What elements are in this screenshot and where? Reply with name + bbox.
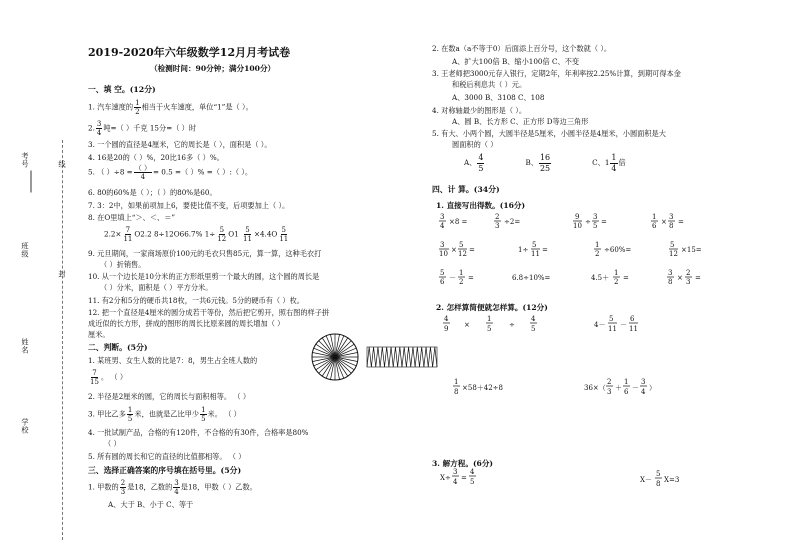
- option-label: B、: [525, 158, 538, 167]
- svg-text:11: 11: [629, 325, 638, 333]
- fraction-num: 1: [611, 153, 617, 162]
- fraction-num: 3: [174, 479, 179, 487]
- fraction: [610, 153, 617, 173]
- svg-text:3: 3: [641, 378, 646, 386]
- fraction: [173, 479, 179, 496]
- margin-label-xingming: 姓名: [21, 338, 30, 355]
- s1-q4: 4. 16是20的（ ）%，20比16多（ ）%。: [88, 153, 224, 162]
- svg-text:8: 8: [669, 222, 674, 230]
- s1-q2: [88, 120, 196, 137]
- svg-text:10: 10: [439, 250, 448, 258]
- svg-text:4: 4: [470, 468, 475, 476]
- binding-line: [62, 140, 63, 540]
- svg-text:6: 6: [652, 222, 657, 230]
- svg-text:11: 11: [531, 250, 540, 258]
- fraction: [120, 479, 126, 496]
- svg-text:5: 5: [487, 325, 492, 333]
- svg-text:4: 4: [531, 315, 536, 323]
- svg-text:÷: ÷: [509, 321, 515, 329]
- svg-text:1: 1: [459, 269, 464, 277]
- section3-title: 三、选择正确答案的序号填在括号里。(5分): [88, 466, 242, 475]
- s1-q8-row: [104, 226, 290, 243]
- s2-q3-text: 米，也就是乙比甲少: [134, 409, 200, 419]
- s3-q1: [88, 479, 257, 496]
- s1-q8-text: O2.2 8÷12O66.7% 1÷: [134, 229, 216, 239]
- margin-blank: [31, 171, 32, 193]
- s1-q5: [88, 164, 252, 181]
- s1-q12-a: 12. 把一个直径是4厘米的圆分成若干等份，然后把它剪开，照右图的样子拼: [88, 308, 330, 317]
- svg-text:11: 11: [608, 325, 617, 333]
- fraction: [96, 120, 102, 137]
- fraction-den: 2: [135, 108, 140, 116]
- fraction-den: 5: [201, 415, 206, 423]
- fraction-den: 4: [96, 129, 102, 137]
- option-label: 倍: [618, 158, 626, 167]
- s1-q12-c: 厘米。: [88, 330, 110, 339]
- fraction-num: 1: [135, 99, 140, 107]
- fraction-num: 2: [120, 479, 126, 487]
- r-q5-options: [464, 153, 626, 173]
- svg-text:1: 1: [454, 378, 459, 386]
- svg-text:3: 3: [440, 213, 445, 221]
- svg-text:8: 8: [656, 480, 661, 488]
- svg-text:×: ×: [464, 321, 470, 329]
- svg-text:－: －: [449, 274, 456, 282]
- fraction-den: 4: [611, 163, 617, 173]
- s2-q4-b: （ ）: [104, 439, 121, 448]
- s1-q2-text: 吨=（ ）千克 15分=（ ）时: [103, 123, 197, 133]
- s2-q3: [88, 406, 241, 423]
- svg-text:×8 =: ×8 =: [449, 218, 468, 226]
- svg-text:5: 5: [440, 269, 445, 277]
- s1-q8-text: O1: [228, 229, 242, 239]
- svg-text:=: =: [461, 474, 467, 482]
- fraction: [89, 369, 100, 386]
- s1-q8: 8. 在O里填上“＞、＜、＝”: [88, 213, 176, 222]
- svg-text:1: 1: [614, 269, 619, 277]
- fraction-num: 5: [245, 226, 250, 234]
- svg-text:1: 1: [595, 241, 600, 249]
- fraction: [477, 153, 484, 173]
- svg-text:4.5＋: 4.5＋: [591, 274, 610, 282]
- svg-text:X÷: X÷: [440, 474, 451, 482]
- svg-text:＋: ＋: [615, 384, 622, 392]
- s1-q7: 7. 3：2中，如果前项加上6，要使比值不变，后项要加上（ ）。: [88, 201, 290, 210]
- fraction-den: 25: [539, 163, 551, 173]
- svg-text:6: 6: [440, 278, 445, 286]
- section2-title: 二、判断。(5分): [88, 343, 148, 352]
- svg-text:36×（: 36×（: [584, 384, 606, 392]
- svg-text:3: 3: [453, 468, 458, 476]
- s1-q12-b: 成近似的长方形，拼成的图形的周长比原来圆的周长增加（ ）: [88, 319, 285, 328]
- s2-q1-text: 。 （ ）: [100, 372, 128, 382]
- s1-q2-num: 2.: [88, 123, 95, 133]
- svg-text:2: 2: [459, 278, 464, 286]
- svg-text:4: 4: [444, 315, 449, 323]
- fraction-den: 11: [243, 235, 252, 243]
- svg-text:=: =: [695, 274, 701, 282]
- fraction-num: 1: [127, 406, 133, 414]
- svg-text:3: 3: [668, 269, 673, 277]
- svg-text:÷: ÷: [585, 218, 591, 226]
- svg-text:－: －: [620, 321, 627, 329]
- s1-q11: 11. 有2分和5分的硬币共18枚，一共6元钱。5分的硬币有（ ）枚。: [88, 296, 304, 305]
- s1-q10-a: 10. 从一个边长是10分米的正方形纸里剪一个最大的圆，这个圆的周长是: [88, 272, 320, 281]
- s4-part1-title: 1. 直接写出得数。(16分): [436, 201, 526, 210]
- svg-text:3: 3: [440, 241, 445, 249]
- svg-text:1: 1: [652, 213, 657, 221]
- svg-text:2: 2: [607, 378, 612, 386]
- s3-q1-text: 1. 甲数的: [88, 482, 119, 492]
- svg-text:÷60%=: ÷60%=: [604, 246, 632, 254]
- svg-text:5: 5: [459, 241, 464, 249]
- margin-label-kaohao: 考号: [21, 152, 30, 169]
- fraction: [278, 226, 289, 243]
- s3-q1-text: 是18，甲数（ ）乙数。: [180, 482, 257, 492]
- fraction-den: 11: [123, 235, 133, 243]
- s1-q5-text-a: 5. （ ）÷8 =: [88, 167, 133, 177]
- s2-q4-a: 4. 一批试制产品，合格的有120件，不合格的有30件，合格率是80%: [88, 428, 309, 437]
- svg-text:1÷: 1÷: [518, 246, 529, 254]
- s2-q1-a: 1. 某班男、女生人数的比是7：8，男生占全班人数的: [88, 356, 258, 365]
- fraction-num: 16: [539, 153, 551, 162]
- svg-text:5: 5: [670, 241, 675, 249]
- margin-label-xuexiao: 学校: [21, 418, 30, 435]
- svg-text:X=3: X=3: [664, 476, 680, 484]
- svg-text:3: 3: [495, 222, 500, 230]
- svg-text:1: 1: [624, 378, 629, 386]
- margin-label-banji: 班级: [21, 242, 30, 259]
- svg-text:5: 5: [470, 478, 475, 486]
- svg-text:8: 8: [454, 388, 459, 396]
- option-label: A、: [464, 158, 477, 167]
- svg-text:6: 6: [630, 315, 635, 323]
- svg-text:5: 5: [532, 241, 537, 249]
- svg-text:2: 2: [686, 269, 691, 277]
- fraction-den: 5: [478, 163, 484, 173]
- s1-q3: 3. 一个圆的直径是4厘米，它的周长是（ ），面积是（ ）。: [88, 140, 272, 149]
- s1-q9-a: 9. 元旦期间，一家商场原价100元的毛衣只售85元，算一算，这种毛衣打: [88, 249, 322, 258]
- svg-text:2: 2: [595, 250, 600, 258]
- svg-text:×15=: ×15=: [681, 246, 702, 254]
- s1-q10-b: （ ）分米，面积是（ ）平方分米。: [100, 283, 213, 292]
- svg-text:12: 12: [458, 250, 467, 258]
- fraction-den: 5: [127, 415, 133, 423]
- fraction: [122, 226, 133, 243]
- svg-text:=: =: [678, 218, 684, 226]
- fraction-den: 12: [217, 235, 227, 243]
- s4-part3-title: 3. 解方程。(6分): [432, 459, 494, 468]
- s2-q3-text: 米。 （ ）: [207, 409, 241, 419]
- fraction-den: 11: [279, 235, 289, 243]
- fraction-num: （ ）: [134, 164, 151, 172]
- fraction-num: 5: [219, 226, 225, 234]
- fraction-den: 3: [120, 488, 126, 496]
- s3-q1-text: 是18，乙数的: [127, 482, 173, 492]
- r-q4: 4. 对称轴最少的图形是（ ）。: [432, 106, 527, 115]
- svg-text:－: －: [632, 384, 639, 392]
- fraction-num: 1: [201, 406, 206, 414]
- svg-text:3: 3: [593, 213, 598, 221]
- r-q2-options: A、扩大100倍 B、缩小100倍 C、不变: [452, 57, 580, 66]
- svg-text:=: =: [601, 218, 607, 226]
- svg-text:5: 5: [656, 470, 661, 478]
- svg-text:5: 5: [609, 315, 614, 323]
- section1-title: 一、填 空。(12分): [88, 85, 156, 94]
- s2-q1-b: [88, 369, 127, 386]
- s1-q1-text-b: 相当于火车速度，单位“1”是（ ）。: [141, 102, 253, 112]
- fraction-num: 5: [281, 226, 286, 234]
- s1-q5-text-b: = 0.5 =（ ）% =（ ）:（ ）。: [152, 167, 253, 177]
- svg-text:×: ×: [661, 218, 667, 226]
- r-q2: 2. 在数a（a不等于0）后面添上百分号，这个数就（ ）。: [432, 44, 612, 53]
- svg-text:÷2=: ÷2=: [504, 218, 521, 226]
- circle-sectors-figure: [310, 332, 360, 382]
- svg-text:X－: X－: [640, 476, 652, 484]
- fraction-den: 4: [174, 488, 179, 496]
- r-q3-options: A、3000 B、3108 C、108: [452, 93, 545, 102]
- r-q3-b: 和税后利息共（ ）元。: [452, 80, 527, 89]
- s1-q1: [88, 99, 253, 116]
- svg-text:9: 9: [575, 213, 580, 221]
- svg-text:12: 12: [669, 250, 678, 258]
- r-q5-a: 5. 有大、小两个圆，大圆半径是5厘米，小圆半径是4厘米，小圆面积是大: [432, 129, 666, 138]
- svg-text:4－: 4－: [594, 321, 606, 329]
- calc-grid: [440, 212, 740, 302]
- svg-text:=: =: [468, 274, 474, 282]
- fraction: [242, 226, 253, 243]
- page-subtitle: （检测时间：90分钟；满分100分）: [150, 64, 276, 73]
- r-q3-a: 3. 王老师把3000元存入银行，定期2年，年利率按2.25%计算，到期可得本金: [432, 69, 681, 78]
- svg-text:3: 3: [607, 388, 612, 396]
- svg-text:3: 3: [686, 278, 691, 286]
- svg-text:）: ）: [649, 384, 656, 392]
- svg-text:3: 3: [669, 213, 674, 221]
- svg-text:×58＋42÷8: ×58＋42÷8: [462, 384, 503, 392]
- svg-text:×: ×: [451, 246, 457, 254]
- svg-text:4: 4: [440, 222, 445, 230]
- fraction-num: 7: [92, 369, 97, 377]
- svg-text:4: 4: [641, 388, 646, 396]
- svg-text:9: 9: [444, 325, 449, 333]
- r-q5-b: 圆面积的（ ）: [452, 140, 498, 149]
- svg-text:2: 2: [614, 278, 619, 286]
- svg-text:1: 1: [487, 315, 492, 323]
- svg-text:8: 8: [668, 278, 673, 286]
- svg-text:6.8÷10%=: 6.8÷10%=: [512, 274, 551, 282]
- s1-q1-text-a: 1. 汽车速度的: [88, 102, 134, 112]
- page-title: 2019-2020年六年级数学12月月考试卷: [88, 46, 291, 59]
- equations: [440, 466, 690, 492]
- fraction-den: 4: [140, 173, 146, 181]
- section4-title: 四、计 算。(34分): [432, 185, 500, 194]
- svg-text:6: 6: [624, 388, 629, 396]
- s1-q6: 6. 80的60%是（ ）；（ ）的80%是60。: [88, 188, 217, 197]
- margin-mark-xian: 线: [58, 160, 67, 169]
- fraction-den: 15: [90, 378, 99, 386]
- calc-expressions: [440, 212, 740, 300]
- fraction-num: 3: [96, 120, 102, 128]
- s4-part2-title: 2. 怎样算简便就怎样算。(12分): [436, 303, 548, 312]
- fraction: [134, 164, 152, 181]
- fraction-num: 7: [125, 226, 131, 234]
- svg-text:=: =: [623, 274, 629, 282]
- svg-text:5: 5: [531, 325, 536, 333]
- fraction: [216, 226, 227, 243]
- s1-q8-text: ×4.4O: [253, 229, 278, 239]
- s3-q1-options: A、大于 B、小于 C、等于: [108, 500, 194, 509]
- fraction: [127, 406, 133, 423]
- s2-q3-text: 3. 甲比乙多: [88, 409, 126, 419]
- margin-mark-feng: 封: [58, 270, 67, 279]
- svg-text:5: 5: [593, 222, 598, 230]
- svg-text:10: 10: [573, 222, 582, 230]
- svg-text:2: 2: [495, 213, 500, 221]
- s2-q2: 2. 半径是2厘米的圆，它的周长与面积相等。 （ ）: [88, 392, 251, 401]
- s1-q9-b: （ ）折销售。: [100, 260, 146, 269]
- r-q4-options: A、圆 B、长方形 C、正方形 D等边三角形: [452, 117, 589, 126]
- s2-q5: 5. 所有圆的周长和它的直径的比值都相等。 （ ）: [88, 452, 246, 461]
- fraction: [200, 406, 206, 423]
- fraction-num: 4: [478, 153, 484, 162]
- svg-text:4: 4: [453, 478, 458, 486]
- s1-q8-text: 2.2×: [104, 229, 122, 239]
- option-label: C、1: [592, 158, 610, 167]
- svg-text:×: ×: [677, 274, 683, 282]
- simplify-expressions: [444, 312, 674, 412]
- fraction: [539, 153, 551, 173]
- svg-text:=: =: [469, 246, 475, 254]
- svg-text:=: =: [542, 246, 548, 254]
- fraction: [134, 99, 140, 116]
- approx-rectangle-figure: [366, 345, 438, 369]
